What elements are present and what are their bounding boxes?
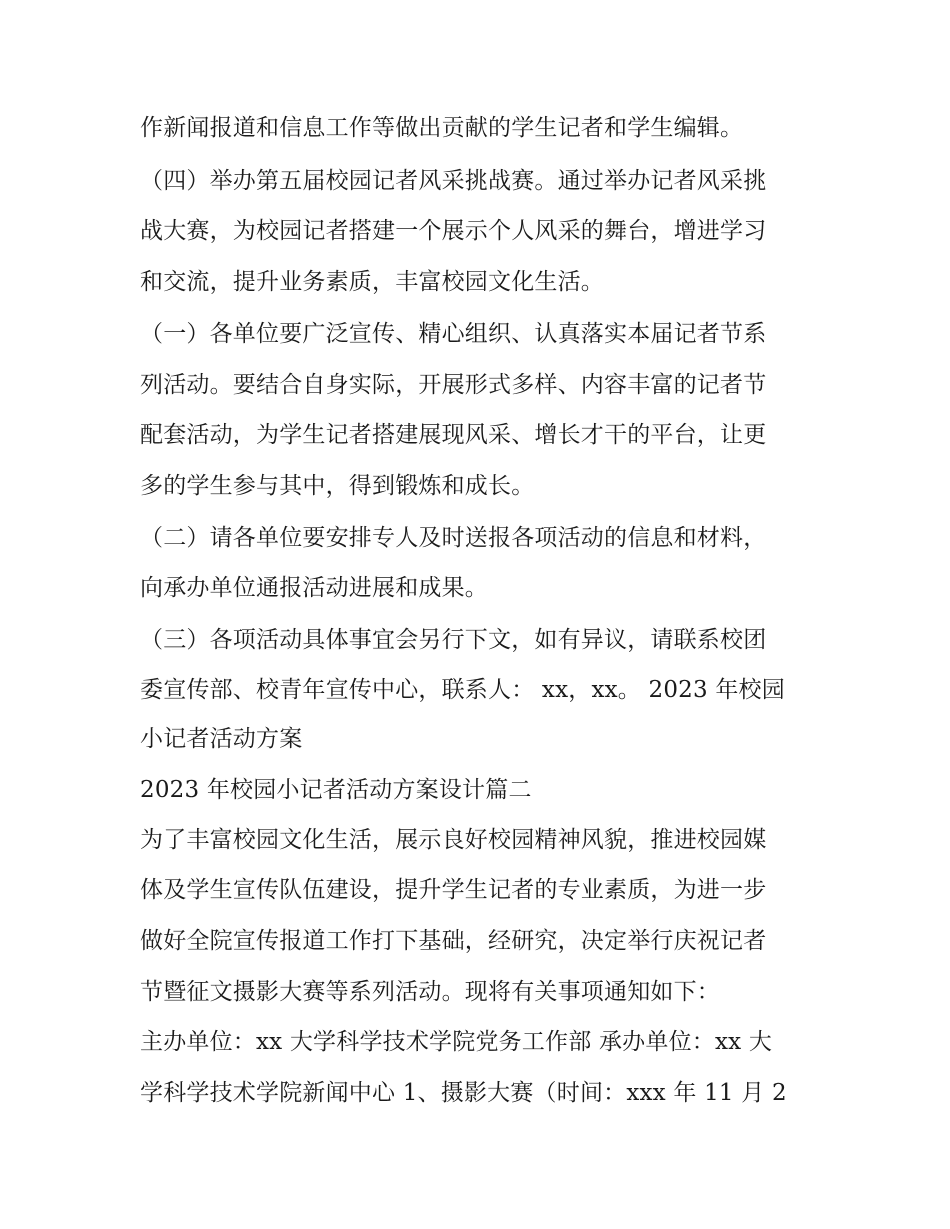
text-line: 体及学生宣传队伍建设，提升学生记者的专业素质，为进一步	[140, 877, 767, 903]
text-line: 战大赛，为校园记者搭建一个展示个人风采的舞台，增进学习	[140, 218, 767, 244]
text-line: 为了丰富校园文化生活，展示良好校园精神风貌，推进校园媒	[140, 827, 767, 853]
text-line: 做好全院宣传报道工作打下基础，经研究，决定举行庆祝记者	[140, 928, 767, 954]
text-line: （四）举办第五届校园记者风采挑战赛。通过举办记者风采挑	[140, 168, 767, 194]
text-line: 多的学生参与其中，得到锻炼和成长。	[140, 473, 535, 499]
text-line: 列活动。要结合自身实际，开展形式多样、内容丰富的记者节	[140, 372, 767, 398]
text-line: （二）请各单位要安排专人及时送报各项活动的信息和材料，	[140, 525, 767, 551]
text-line: 作新闻报道和信息工作等做出贡献的学生记者和学生编辑。	[140, 115, 744, 141]
text-line: 节暨征文摄影大赛等系列活动。现将有关事项通知如下：	[140, 979, 720, 1005]
text-line: （一）各单位要广泛宣传、精心组织、认真落实本届记者节系	[140, 321, 767, 347]
text-line: 主办单位：xx 大学科学技术学院党务工作部 承办单位：xx 大	[140, 1029, 773, 1055]
text-line: 学科学技术学院新闻中心 1、摄影大赛（时间：xxx 年 11 月 2	[140, 1080, 787, 1106]
text-line: 委宣传部、校青年宣传中心，联系人： xx，xx。 2023 年校园	[140, 677, 785, 703]
text-line: 配套活动，为学生记者搭建展现风采、增长才干的平台，让更	[140, 422, 767, 448]
text-line: 小记者活动方案	[140, 726, 303, 752]
text-line: 向承办单位通报活动进展和成果。	[140, 575, 488, 601]
text-line: 和交流，提升业务素质，丰富校园文化生活。	[140, 269, 604, 295]
text-line: （三）各项活动具体事宜会另行下文，如有异议，请联系校团	[140, 627, 767, 653]
text-line: 2023 年校园小记者活动方案设计篇二	[140, 777, 532, 803]
